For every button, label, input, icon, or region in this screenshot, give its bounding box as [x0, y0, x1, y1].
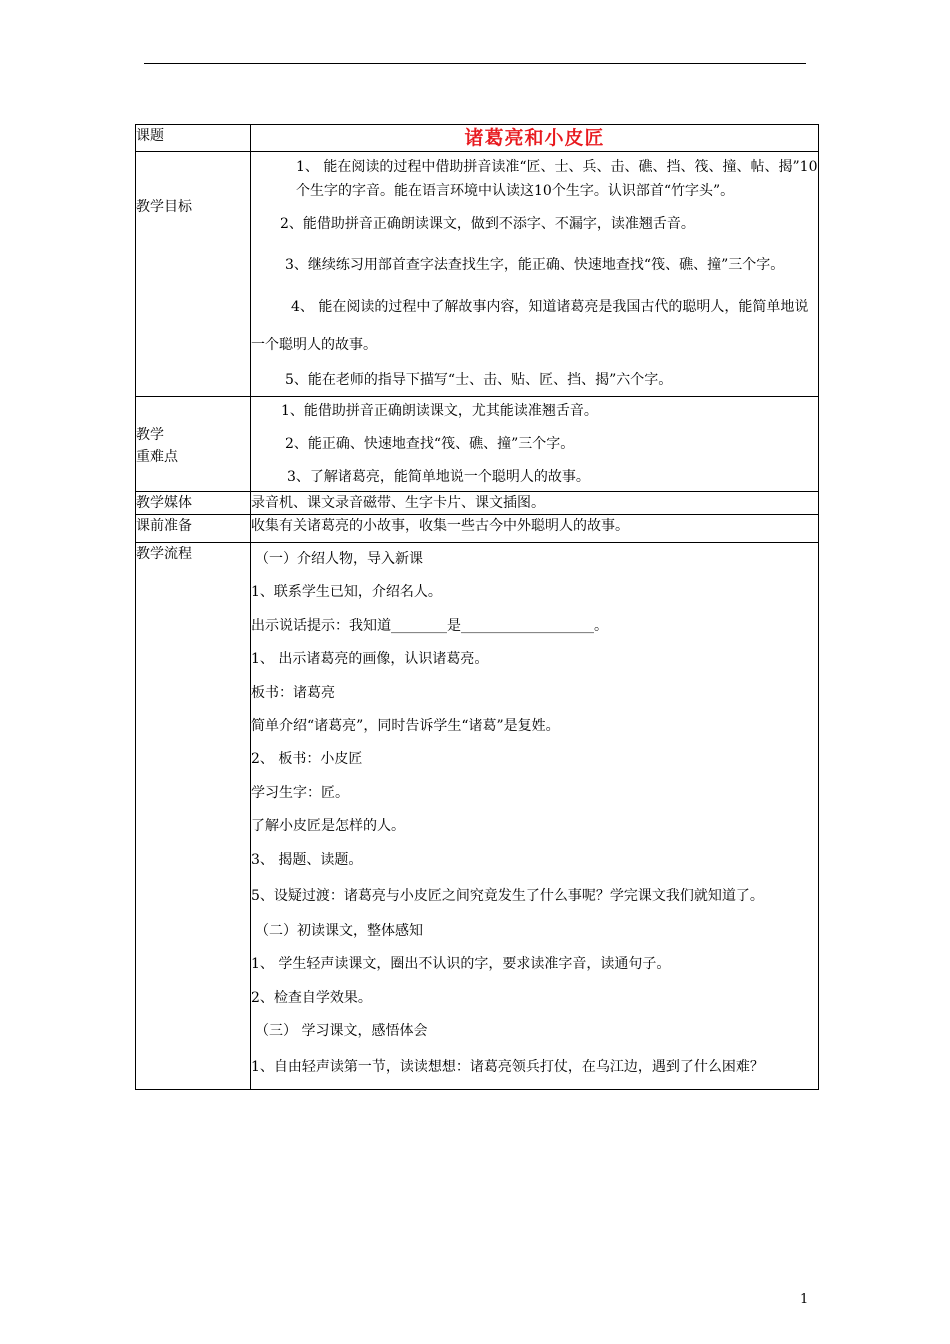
flow-line: 板书：诸葛亮	[251, 684, 335, 701]
goal-item: 4、 能在阅读的过程中了解故事内容，知道诸葛亮是我国古代的聪明人，能简单地说一个聪明人的故事。	[251, 299, 809, 353]
flow-line: （三） 学习课文，感悟体会	[255, 1023, 428, 1040]
flow-line: 学习生字：匠。	[251, 784, 349, 801]
keypoint-item: 2、能正确、快速地查找“筏、礁、撞”三个字。	[285, 436, 575, 452]
flow-row	[136, 543, 819, 1090]
keypoint-item: 1、能借助拼音正确朗读课文，尤其能读准翘舌音。	[281, 403, 598, 419]
page-number: 1	[800, 1292, 809, 1307]
lesson-plan-table	[135, 124, 819, 1090]
flow-line: 5、设疑过渡：诸葛亮与小皮匠之间究竟发生了什么事呢？学完课文我们就知道了。	[251, 888, 764, 905]
flow-line: （二）初读课文，整体感知	[255, 923, 423, 940]
goals-label: 教学目标	[136, 152, 251, 397]
keypoints-label	[136, 397, 251, 492]
keypoints-label-line2: 重难点	[136, 449, 178, 465]
goal-item: 2、能借助拼音正确朗读课文，做到不添字、不漏字，读准翘舌音。	[280, 216, 695, 232]
media-text: 录音机、课文录音磁带、生字卡片、课文插图。	[251, 492, 819, 515]
keypoints-row	[136, 397, 819, 492]
goal-item: 1、 能在阅读的过程中借助拼音读准“匠、士、兵、击、礁、挡、筏、撞、帖、揭”10个生字的字音。能在语言环境中认读这10个生字。认识部首“竹字头”。	[296, 159, 818, 199]
media-row	[136, 492, 819, 515]
title-cell	[251, 125, 819, 152]
prep-text: 收集有关诸葛亮的小故事，收集一些古今中外聪明人的故事。	[251, 515, 819, 543]
flow-line: 1、联系学生已知，介绍名人。	[251, 584, 442, 601]
prep-label: 课前准备	[136, 515, 251, 543]
flow-cell	[251, 543, 819, 1090]
flow-line: 1、 出示诸葛亮的画像，认识诸葛亮。	[251, 651, 489, 668]
topic-row	[136, 125, 819, 152]
flow-line: 了解小皮匠是怎样的人。	[251, 818, 405, 835]
header-rule	[144, 63, 806, 64]
prep-row	[136, 515, 819, 543]
flow-line: （一）介绍人物，导入新课	[255, 551, 423, 567]
goal-item: 5、能在老师的指导下描写“士、击、贴、匠、挡、揭”六个字。	[285, 372, 673, 388]
keypoints-cell	[251, 397, 819, 492]
flow-line: 3、 揭题、读题。	[251, 851, 363, 868]
goals-cell	[251, 152, 819, 397]
topic-label: 课题	[136, 125, 251, 152]
keypoints-label-line1: 教学	[136, 427, 164, 443]
flow-label: 教学流程	[136, 543, 251, 1090]
flow-line: 2、检查自学效果。	[251, 989, 372, 1006]
flow-line: 2、 板书：小皮匠	[251, 751, 363, 768]
lesson-title: 诸葛亮和小皮匠	[464, 127, 605, 149]
goals-row	[136, 152, 819, 397]
flow-line: 简单介绍“诸葛亮”，同时告诉学生“诸葛”是复姓。	[251, 718, 560, 735]
flow-line: 1、 学生轻声读课文，圈出不认识的字，要求读准字音，读通句子。	[251, 956, 671, 973]
flow-line: 出示说话提示：我知道________是___________________。	[251, 617, 608, 634]
keypoint-item: 3、了解诸葛亮，能简单地说一个聪明人的故事。	[287, 469, 590, 485]
media-label: 教学媒体	[136, 492, 251, 515]
goal-item: 3、继续练习用部首查字法查找生字，能正确、快速地查找“筏、礁、撞”三个字。	[285, 257, 785, 273]
flow-line: 1、自由轻声读第一节，读读想想：诸葛亮领兵打仗，在乌江边，遇到了什么困难？	[251, 1058, 764, 1075]
